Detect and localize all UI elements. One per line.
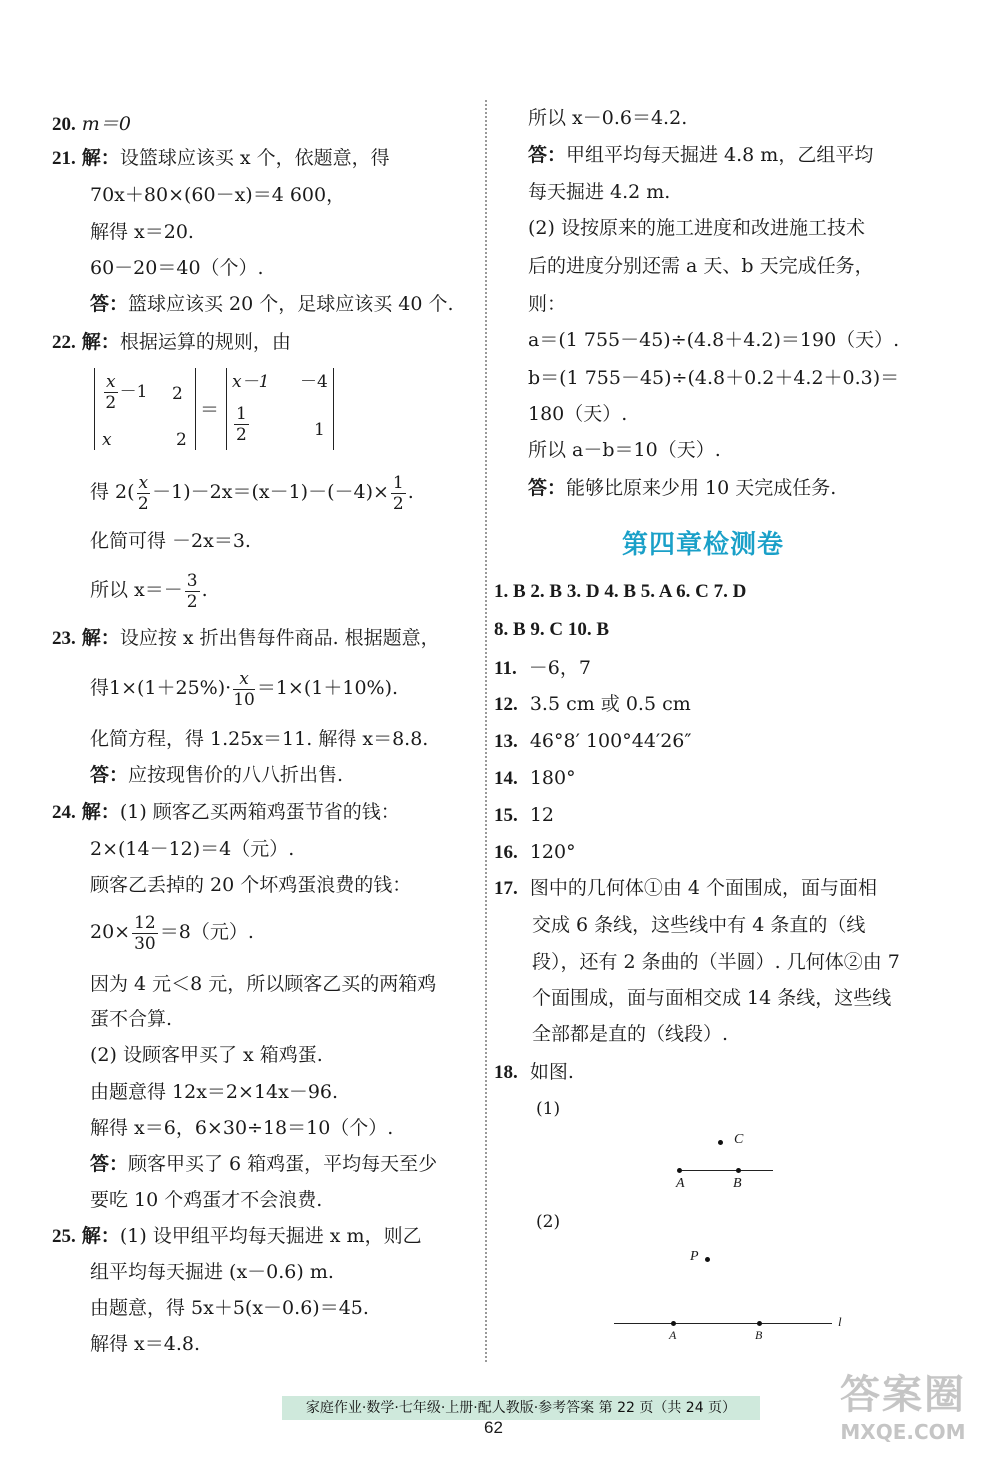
r-ans3-label: 答：: [528, 477, 567, 499]
r-line4: 后的进度分别还需 a 天、b 天完成任务，: [528, 255, 874, 277]
q22-det2-r1c2: －4: [300, 372, 328, 392]
label-a: A: [676, 1176, 685, 1191]
chapter-heading: 第四章检测卷: [622, 530, 785, 560]
q18-part2-label: (2): [536, 1212, 561, 1232]
q18-text: 如图.: [529, 1061, 574, 1083]
mc-answers-row2: 8. B 9. C 10. B: [494, 619, 610, 640]
q22-l4-frac: [185, 571, 200, 612]
r-ans-text1: 甲组平均每天掘进 4.8 m，乙组平均: [566, 144, 874, 166]
q17-line3: 段），还有 2 条曲的（半圆）. 几何体②由 7: [532, 951, 900, 973]
q25-line4: 解得 x＝4.8.: [90, 1333, 201, 1355]
q22-det1-r1c1: [102, 372, 147, 413]
q22-line4: [90, 566, 208, 614]
r-line6: a＝(1 755－45)÷(4.8＋4.2)＝190（天）.: [528, 329, 900, 351]
q11-number: 11.: [494, 658, 517, 679]
r-line3: (2) 设按原来的施工进度和改进施工技术: [528, 217, 865, 239]
q24-number: 24.: [52, 802, 76, 823]
q24-line5: 因为 4 元＜8 元，所以顾客乙买的两箱鸡: [90, 973, 437, 995]
q25-line1: [52, 1224, 422, 1249]
q21-answer: [90, 292, 454, 316]
q12: [494, 692, 691, 717]
line-l: [614, 1323, 832, 1324]
q24-line7: (2) 设顾客甲买了 x 箱鸡蛋.: [90, 1044, 323, 1066]
q24-line4: [90, 908, 254, 956]
q23-frac-num: x: [233, 669, 255, 690]
q23-ans-text: 应按现售价的八八折出售.: [128, 764, 344, 786]
page-number: 62: [484, 1418, 503, 1437]
q22-number: 22.: [52, 332, 76, 353]
q23-frac-den: 10: [233, 689, 255, 710]
q24-frac-den: 30: [134, 933, 156, 954]
q14-answer: 180°: [529, 767, 576, 789]
r-ans-label: 答：: [528, 144, 567, 166]
q21-ans-text: 篮球应该买 20 个，足球应该买 40 个.: [128, 293, 454, 315]
q13: [494, 729, 692, 754]
q16-number: 16.: [494, 842, 518, 863]
q24-line6: 蛋不合算.: [90, 1008, 173, 1030]
q22-d-frac1: [137, 473, 151, 514]
q24-text1: (1) 顾客乙买两箱鸡蛋节省的钱：: [119, 801, 400, 823]
r-line5: 则：: [528, 293, 567, 315]
point-b: [736, 1168, 741, 1173]
q22-det1-r1c2: 2: [172, 384, 183, 404]
q25-line2: 组平均每天掘进 (x－0.6) m.: [90, 1261, 334, 1283]
q21-line2: 70x＋80×(60－x)＝4 600，: [90, 184, 346, 206]
q22-equals: ＝: [200, 399, 220, 421]
footer-band: 家庭作业·数学·七年级·上册·配人教版·参考答案 第 22 页（共 24 页）: [282, 1396, 760, 1420]
r-line8: 180（天）.: [528, 403, 628, 425]
q21-line1: [52, 146, 390, 171]
q11: [494, 656, 591, 681]
q18-part1-label: (1): [536, 1099, 561, 1119]
q21-line3: 解得 x＝20.: [90, 221, 194, 243]
label-l: l: [838, 1314, 842, 1329]
q22-det2-frac: [234, 404, 249, 445]
q14-number: 14.: [494, 768, 518, 789]
q22-jie: 解：: [81, 331, 120, 353]
q22-det1-frac-den: 2: [105, 393, 117, 413]
q25-line3: 由题意，得 5x＋5(x－0.6)＝45.: [90, 1297, 369, 1319]
q23-line1: [52, 626, 440, 651]
q22-l4-frac-den: 2: [186, 591, 198, 612]
q22-d-frac2-den: 2: [392, 493, 404, 514]
q22-det2-frac-num: 1: [236, 404, 247, 424]
q18-number: 18.: [494, 1062, 518, 1083]
q22-d-frac1-num: x: [138, 472, 149, 493]
q22-det2-r2c2: 1: [314, 420, 325, 440]
q22-derivation: [90, 468, 414, 516]
point-a2: [671, 1321, 676, 1326]
q17-number: 17.: [494, 878, 518, 899]
q21-text1: 设篮球应该买 x 个，依题意，得: [119, 147, 390, 169]
q22-l4-end: .: [201, 579, 208, 601]
q12-answer: 3.5 cm 或 0.5 cm: [529, 693, 691, 715]
r-line1: 所以 x－0.6＝4.2.: [528, 107, 688, 129]
point-c: [718, 1140, 723, 1145]
q22-line3: 化简可得 －2x＝3.: [90, 530, 251, 552]
q22-d-pre: 得 2(: [90, 481, 135, 503]
q24-ans-label: 答：: [90, 1153, 129, 1175]
q18-line1: [494, 1060, 574, 1085]
label-b: B: [733, 1176, 742, 1191]
q22-det1-frac: [104, 372, 118, 413]
point-a: [677, 1168, 682, 1173]
q17-line5: 全部都是直的（线段）.: [532, 1023, 729, 1045]
q22-det1-r1c1-tail: －1: [119, 382, 148, 402]
q24-answer-line2: 要吃 10 个鸡蛋才不会浪费.: [90, 1189, 323, 1211]
q22-det2-r2c1: [232, 404, 251, 445]
q23-l2-pre: 得1×(1＋25%)·: [90, 677, 232, 699]
q17-line1: [494, 876, 877, 901]
q23-jie: 解：: [81, 627, 120, 649]
q22-text1: 根据运算的规则，由: [119, 331, 291, 353]
q23-answer: [90, 763, 343, 787]
segment-ab-line: [679, 1170, 773, 1171]
q24-l4-post: ＝8（元）.: [159, 921, 254, 943]
r-answer-line1: [528, 143, 873, 167]
watermark-url: MXQE.COM: [840, 1420, 966, 1444]
q24-answer-line1: [90, 1152, 437, 1176]
q12-number: 12.: [494, 694, 518, 715]
column-divider: [485, 100, 487, 1362]
r-line9: 所以 a－b＝10（天）.: [528, 439, 721, 461]
r-line7: b＝(1 755－45)÷(4.8＋0.2＋4.2＋0.3)＝: [528, 367, 900, 389]
q16-answer: 120°: [529, 841, 576, 863]
q15-answer: 12: [529, 804, 555, 826]
q25-jie: 解：: [81, 1225, 120, 1247]
q23-frac: [233, 669, 255, 710]
q22-d-frac2-num: 1: [392, 472, 404, 493]
q17-text1: 图中的几何体①由 4 个面围成，面与面相: [529, 877, 878, 899]
q20-answer: m＝0: [81, 113, 131, 135]
q15-number: 15.: [494, 805, 518, 826]
q23-l2-post: ＝1×(1＋10%).: [256, 677, 399, 699]
q21-jie: 解：: [81, 147, 120, 169]
q24-line3: 顾客乙丢掉的 20 个坏鸡蛋浪费的钱：: [90, 874, 412, 896]
q24-l4-pre: 20×: [90, 921, 131, 943]
q24-line2: 2×(14－12)＝4（元）.: [90, 838, 295, 860]
q22-l4-frac-num: 3: [186, 570, 198, 591]
label-p: P: [690, 1249, 699, 1264]
q25-text1: (1) 设甲组平均每天掘进 x m，则乙: [119, 1225, 422, 1247]
r-answer-line2: 每天掘进 4.2 m.: [528, 181, 671, 203]
label-c: C: [734, 1132, 744, 1147]
q21-number: 21.: [52, 148, 76, 169]
q15: [494, 803, 554, 828]
q17-line4: 个面围成，面与面相交成 14 条线，这些线: [532, 987, 892, 1009]
q23-line2: [90, 664, 398, 712]
q11-answer: －6，7: [528, 657, 591, 679]
q23-number: 23.: [52, 628, 76, 649]
q22-det1-r2c1: x: [102, 430, 112, 450]
point-p: [705, 1257, 710, 1262]
q22-d-end: .: [407, 481, 414, 503]
q16: [494, 840, 576, 865]
q24-line9: 解得 x＝6，6×30÷18＝10（个）.: [90, 1117, 394, 1139]
q13-number: 13.: [494, 731, 518, 752]
q23-ans-label: 答：: [90, 764, 129, 786]
watermark: [840, 1363, 966, 1444]
q20-number: 20.: [52, 114, 76, 135]
q23-text1: 设应按 x 折出售每件商品. 根据题意，: [119, 627, 440, 649]
q22-l4-pre: 所以 x＝－: [90, 579, 183, 601]
q22-det2-r1c1: x－1: [232, 372, 270, 392]
q17-line2: 交成 6 条线，这些线中有 4 条直的（线: [532, 914, 866, 936]
q25-number: 25.: [52, 1226, 76, 1247]
r-ans3-text: 能够比原来少用 10 天完成任务.: [566, 477, 837, 499]
q21-ans-label: 答：: [90, 293, 129, 315]
q24-line1: [52, 800, 400, 825]
r-answer3: [528, 476, 836, 500]
q22-det1-frac-num: x: [106, 372, 116, 392]
q24-frac-num: 12: [134, 912, 156, 933]
q22-d-mid: －1)－2x＝(x－1)－(－4)×: [152, 481, 389, 503]
point-b2: [757, 1321, 762, 1326]
q24-frac: [132, 913, 158, 954]
q22-det1-r2c2: 2: [176, 430, 187, 450]
q22-d-frac2: [391, 473, 406, 514]
q22-line1: [52, 330, 291, 355]
q24-line8: 由题意得 12x＝2×14x－96.: [90, 1081, 339, 1103]
q24-ans-text1: 顾客甲买了 6 箱鸡蛋，平均每天至少: [128, 1153, 438, 1175]
q22-d-frac1-den: 2: [137, 493, 149, 514]
q14: [494, 766, 576, 791]
q22-det2-frac-den: 2: [236, 425, 247, 445]
q13-answer: 46°8′ 100°44′26″: [529, 730, 692, 752]
label-a2: A: [669, 1328, 677, 1342]
watermark-logo-text: 答案圈: [840, 1372, 966, 1418]
label-b2: B: [755, 1328, 763, 1342]
q20: [52, 112, 131, 137]
q23-line3: 化简方程，得 1.25x＝11. 解得 x＝8.8.: [90, 728, 429, 750]
mc-answers-row1: 1. B 2. B 3. D 4. B 5. A 6. C 7. D: [494, 581, 747, 602]
q21-line4: 60－20＝40（个）.: [90, 257, 264, 279]
q24-jie: 解：: [81, 801, 120, 823]
